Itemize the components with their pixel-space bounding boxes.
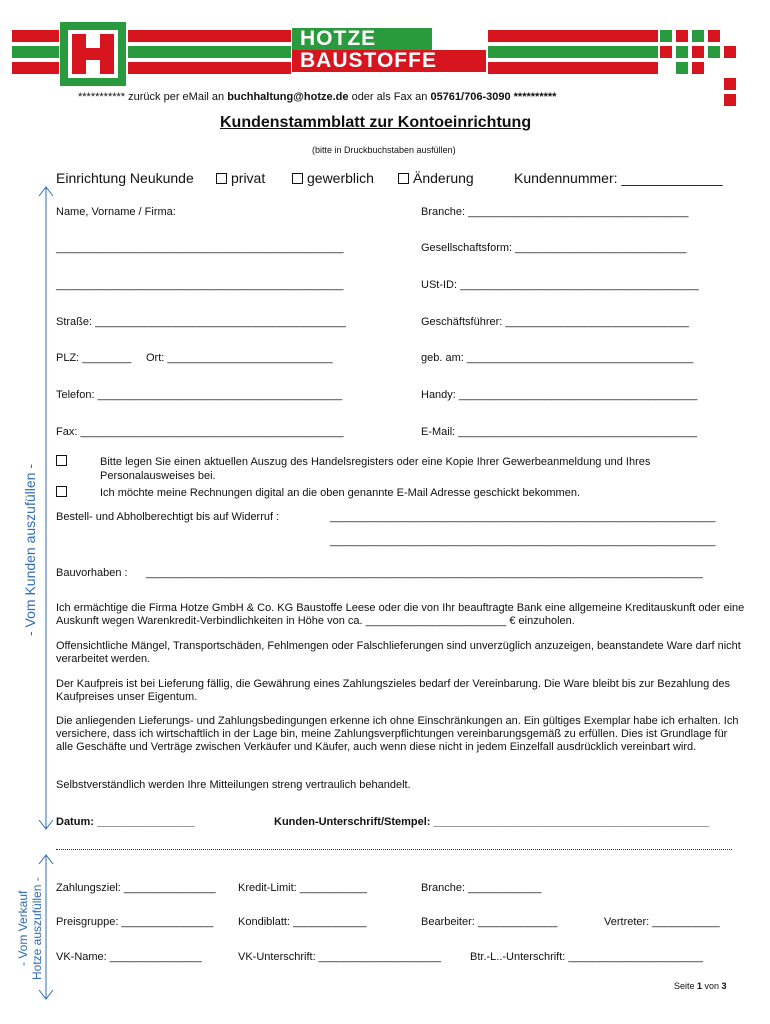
checkbox-digital[interactable] xyxy=(56,486,71,499)
separator xyxy=(56,849,732,850)
field-preisgruppe[interactable]: Preisgruppe: _______________ xyxy=(56,916,214,928)
checkbox-register[interactable] xyxy=(56,455,71,468)
checkbox-aenderung-label: Änderung xyxy=(413,170,474,186)
side-label-sales-line2: Hotze auszufüllen - xyxy=(30,877,44,980)
page-number-current: 1 xyxy=(697,981,703,991)
register-note-line1: Bitte legen Sie einen aktuellen Auszug des Handelsregisters oder eine Kopie Ihrer Gewerbeanmeldung und Ihres xyxy=(100,456,651,468)
logo-square-green-5 xyxy=(676,62,688,74)
logo-text-hotze: HOTZE xyxy=(300,27,377,50)
logo-stripe-green-left xyxy=(12,46,59,58)
checkbox-privat-label: privat xyxy=(231,170,266,186)
datum-field[interactable]: Datum: ________________ xyxy=(56,816,195,828)
field-fax[interactable]: Fax: ___________________________________________ xyxy=(56,426,344,438)
paragraph-maengel: Offensichtliche Mängel, Transportschäden, Fehlmengen oder Falschlieferungen sind unverzüglich anzuzeigen, beanstandete Ware darf nicht verarbeitet werden. xyxy=(56,640,741,665)
side-bracket-customer xyxy=(36,184,56,834)
field-internal-branche[interactable]: Branche: ____________ xyxy=(421,882,542,894)
field-bearbeiter[interactable]: Bearbeiter: _____________ xyxy=(421,916,558,928)
logo-stripe-green-right xyxy=(488,46,658,58)
paragraph-kaufpreis: Der Kaufpreis ist bei Lieferung fällig, die Gewährung eines Zahlungszieles bedarf der Vereinbarung. Die Ware bleibt bis zur Bezahlung des Kaufpreises unser Eigentum. xyxy=(56,678,731,703)
bauvorhaben-label: Bauvorhaben : xyxy=(56,567,128,579)
logo-square-green-3 xyxy=(676,46,688,58)
kundennummer-field[interactable]: Kundennummer: _____________ xyxy=(514,170,723,186)
logo-text-baustoffe: BAUSTOFFE xyxy=(300,49,437,72)
checkbox-aenderung[interactable] xyxy=(398,170,474,186)
logo-stripe-red-right-top xyxy=(488,30,658,42)
logo-stripe-red-mid2 xyxy=(128,62,291,74)
page-number-middle: von xyxy=(702,981,722,991)
field-zahlungsziel[interactable]: Zahlungsziel: _______________ xyxy=(56,882,216,894)
logo-stripe-red-mid xyxy=(128,30,291,42)
page-number-prefix: Seite xyxy=(674,981,698,991)
page-number xyxy=(674,981,727,991)
field-name-line2[interactable]: _______________________________________________ xyxy=(56,242,344,254)
side-label-customer: - Vom Kunden auszufüllen - xyxy=(22,464,38,636)
field-kreditlimit[interactable]: Kredit-Limit: ___________ xyxy=(238,882,368,894)
logo-square-red-6 xyxy=(692,62,704,74)
checkbox-gewerblich[interactable] xyxy=(292,170,374,186)
field-strasse[interactable]: Straße: _________________________________________ xyxy=(56,316,346,328)
checkbox-gewerblich-label: gewerblich xyxy=(307,170,374,186)
return-line xyxy=(78,91,556,103)
logo-square-green-1 xyxy=(660,30,672,42)
paragraph-bedingungen: Die anliegenden Lieferungs- und Zahlungsbedingungen erkenne ich ohne Einschränkungen an. Ein gültiges Exemplar habe ich erhalten. Ich versichere, dass ich wirtschaftlich in der Lage bin, meine Zahlungsverpflichtungen vereinbarungsgemäß zu erfüllen. Dies ist Grundlage für alle Geschäfte und Verträge zwischen Verkäufer und Käufer, auch wenn diese nicht in jedem Einzelfall ausdrücklich vereinbart wird. xyxy=(56,715,739,753)
field-ustid[interactable]: USt-ID: _______________________________________ xyxy=(421,279,699,291)
return-middle: oder als Fax an xyxy=(348,91,431,103)
field-geb-am[interactable]: geb. am: _____________________________________ xyxy=(421,352,694,364)
setup-label: Einrichtung Neukunde xyxy=(56,170,194,186)
logo-stripe-red-top-left xyxy=(12,30,59,42)
field-ort[interactable]: Ort: ___________________________ xyxy=(146,352,333,364)
side-label-sales-line1: - Vom Verkauf xyxy=(16,890,30,966)
checkbox-privat[interactable] xyxy=(216,170,265,186)
logo-stripe-green-mid xyxy=(128,46,291,58)
paragraph-kreditauskunft: Ich ermächtige die Firma Hotze GmbH & Co. KG Baustoffe Leese oder die von Ihr beauftragte Bank eine allgemeine Kreditauskunft oder eine Auskunft wegen Warenkredit-Verbindlichkeiten in Höhe von ca. _______________________ € einzuholen. xyxy=(56,602,745,627)
checkbox-icon[interactable] xyxy=(398,173,409,184)
checkbox-icon[interactable] xyxy=(292,173,303,184)
return-prefix: *********** zurück per eMail an xyxy=(78,91,228,103)
checkbox-icon[interactable] xyxy=(216,173,227,184)
field-btr-unterschrift[interactable]: Btr.-L..-Unterschrift: ______________________ xyxy=(470,951,703,963)
page-subtitle: (bitte in Druckbuchstaben ausfüllen) xyxy=(312,145,456,155)
field-name-line3[interactable]: _______________________________________________ xyxy=(56,279,344,291)
logo-square-green-4 xyxy=(708,46,720,58)
field-vkunterschrift[interactable]: VK-Unterschrift: ____________________ xyxy=(238,951,442,963)
bestell-line2[interactable]: _______________________________________________________________ xyxy=(330,535,716,547)
field-handy[interactable]: Handy: _______________________________________ xyxy=(421,389,698,401)
logo-square-red-5 xyxy=(724,46,736,58)
field-branche[interactable]: Branche: ____________________________________ xyxy=(421,206,689,218)
logo-square-red-4 xyxy=(692,46,704,58)
field-plz[interactable]: PLZ: ________ xyxy=(56,352,132,364)
logo-h-bar xyxy=(86,48,100,60)
digital-note: Ich möchte meine Rechnungen digital an die oben genannte E-Mail Adresse geschickt bekommen. xyxy=(100,487,581,499)
paragraph-vertraulich: Selbstverständlich werden Ihre Mitteilungen streng vertraulich behandelt. xyxy=(56,779,411,791)
field-email[interactable]: E-Mail: _______________________________________ xyxy=(421,426,697,438)
logo-stripe-red-right-bottom xyxy=(488,62,658,74)
field-vertreter[interactable]: Vertreter: ___________ xyxy=(604,916,720,928)
field-gesellschaftsform[interactable]: Gesellschaftsform: ____________________________ xyxy=(421,242,687,254)
field-name[interactable]: Name, Vorname / Firma: xyxy=(56,206,176,218)
field-geschaeftsfuehrer[interactable]: Geschäftsführer: ______________________________ xyxy=(421,316,689,328)
logo-square-red-8 xyxy=(724,94,736,106)
bestell-label: Bestell- und Abholberechtigt bis auf Widerruf : xyxy=(56,511,280,523)
checkbox-icon[interactable] xyxy=(56,486,67,497)
kunden-unterschrift-field[interactable]: Kunden-Unterschrift/Stempel: _____________________________________________ xyxy=(274,816,709,828)
register-note-line2: Personalausweises bei. xyxy=(100,470,216,482)
logo-stripe-red-bottom-left xyxy=(12,62,59,74)
bauvorhaben-line[interactable]: ___________________________________________________________________________________________ xyxy=(146,567,703,579)
checkbox-icon[interactable] xyxy=(56,455,67,466)
bestell-line1[interactable]: _______________________________________________________________ xyxy=(330,511,716,523)
return-email[interactable]: buchhaltung@hotze.de xyxy=(227,91,349,103)
page-title: Kundenstammblatt zur Kontoeinrichtung xyxy=(220,114,532,131)
field-telefon[interactable]: Telefon: ________________________________________ xyxy=(56,389,343,401)
logo-square-green-2 xyxy=(692,30,704,42)
logo-square-red-7 xyxy=(724,78,736,90)
logo-h-left xyxy=(72,34,86,74)
logo-square-red-2 xyxy=(708,30,720,42)
field-kondiblatt[interactable]: Kondiblatt: ____________ xyxy=(238,916,367,928)
logo-h-right xyxy=(100,34,114,74)
logo-square-red-3 xyxy=(660,46,672,58)
page-number-total: 3 xyxy=(721,981,727,991)
return-suffix: ********** xyxy=(510,91,557,103)
return-fax: 05761/706-3090 xyxy=(430,91,511,103)
logo-square-red-1 xyxy=(676,30,688,42)
field-vkname[interactable]: VK-Name: _______________ xyxy=(56,951,202,963)
